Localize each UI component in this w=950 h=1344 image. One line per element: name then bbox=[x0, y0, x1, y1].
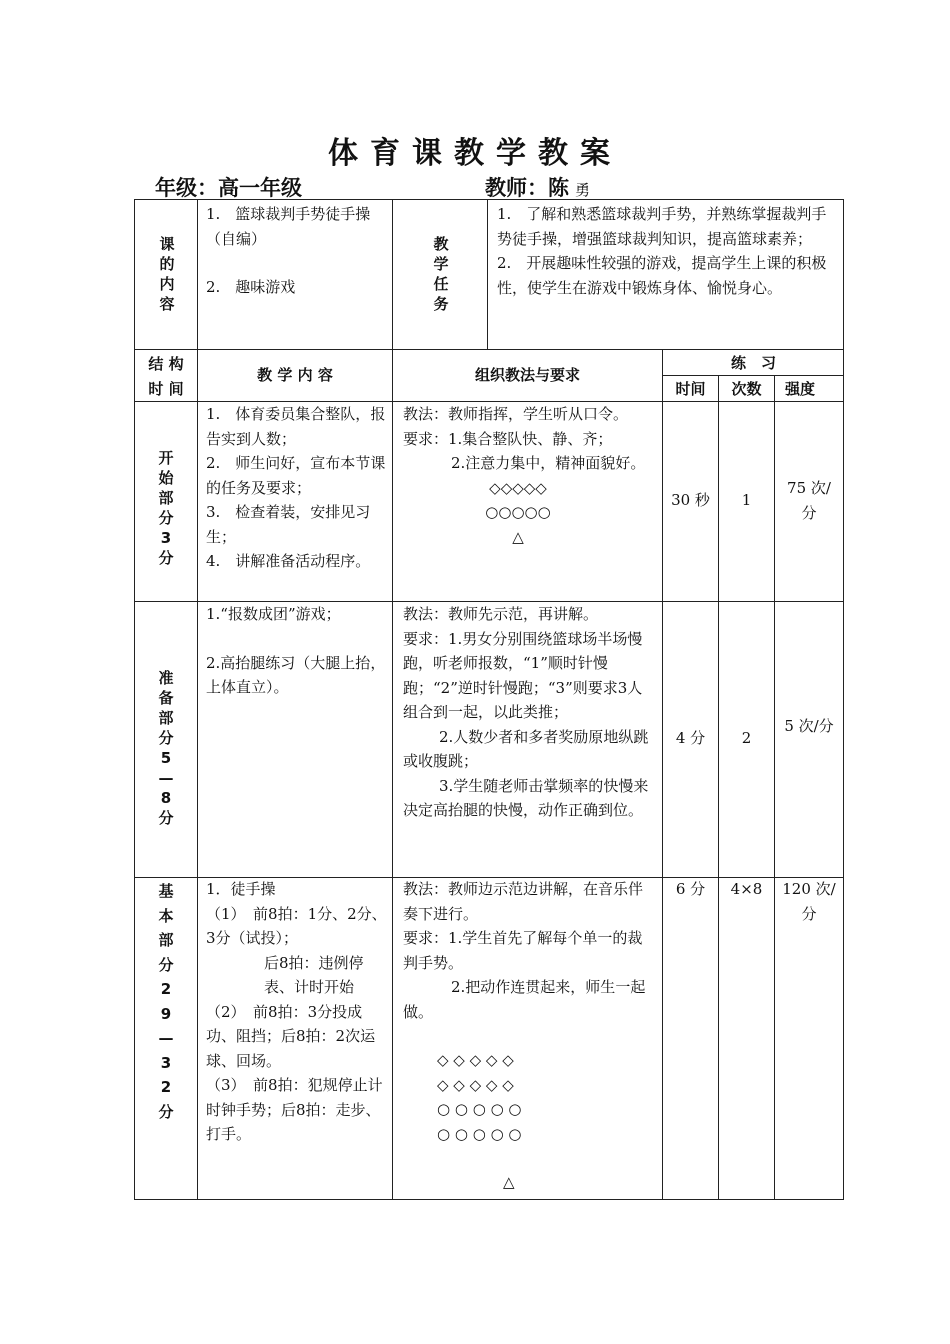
method-line: 要求：1.集合整队快、静、齐； bbox=[403, 429, 613, 448]
content-item: 2. 趣味游戏 bbox=[206, 278, 296, 296]
method-line: 教法：教师先示范，再讲解。 bbox=[403, 605, 599, 623]
section-content bbox=[206, 402, 388, 574]
task-label: 教学任务 bbox=[433, 235, 449, 313]
teacher-label: 教师：陈 勇 bbox=[485, 176, 591, 200]
list-item: 1. 体育委员集合整队，报告实到人数； bbox=[206, 405, 386, 448]
practice-count: 2 bbox=[741, 729, 752, 747]
teacher-marker: △ bbox=[512, 527, 524, 546]
section-label: 开始部分3分 bbox=[158, 449, 174, 567]
list-item: 2. 师生问好，宣布本节课的任务及要求； bbox=[206, 454, 386, 497]
teacher-suffix: 勇 bbox=[575, 181, 591, 199]
header-content: 教 学 内 容 bbox=[257, 366, 333, 384]
practice-intensity: 120 次/分 bbox=[782, 880, 836, 923]
list-item: （1） 前8拍：1分、2分、3分（试投）； bbox=[206, 904, 387, 947]
method-line: 3.学生随老师击掌频率的快慢来决定高抬腿的快慢，动作正确到位。 bbox=[403, 776, 649, 819]
practice-count: 1 bbox=[741, 491, 752, 509]
task-item: 2. 开展趣味性较强的游戏，提高学生上课的积极性，使学生在游戏中锻炼身体、愉悦身心。 bbox=[497, 254, 827, 297]
formation-row: ◇◇◇◇◇ bbox=[489, 478, 547, 497]
teacher-marker: △ bbox=[503, 1173, 515, 1191]
task-item: 1. 了解和熟悉篮球裁判手势，并熟练掌握裁判手势徒手操，增强篮球裁判知识，提高篮球素养； bbox=[497, 205, 827, 248]
list-item: 4. 讲解准备活动程序。 bbox=[206, 552, 371, 570]
practice-time: 6 分 bbox=[675, 880, 706, 898]
list-item: 1.“报数成团”游戏； bbox=[206, 605, 341, 623]
header-practice: 练 习 bbox=[730, 354, 776, 372]
list-item: 后8拍：违例停表、计时开始 bbox=[264, 953, 364, 996]
section-content bbox=[206, 877, 388, 1147]
method-line: 2.注意力集中，精神面貌好。 bbox=[451, 454, 646, 472]
practice-count: 4×8 bbox=[730, 880, 763, 898]
section-method bbox=[403, 877, 657, 1195]
list-item: （2） 前8拍：3分投成功、阻挡；后8拍：2次运球、回场。 bbox=[206, 1002, 376, 1070]
page-title: 体育课教学教案 bbox=[328, 136, 622, 171]
header-intensity: 强度 bbox=[784, 380, 815, 398]
method-line: 要求：1.男女分别围绕篮球场半场慢跑，听老师报数，“1”顺时针慢跑；“2”逆时针慢跑；“3”则要求3人组合到一起，以此类推； bbox=[403, 629, 643, 721]
formation-row: ○ ○ ○ ○ ○ bbox=[437, 1124, 522, 1143]
task-list bbox=[497, 202, 839, 300]
content-item: 1. 篮球裁判手势徒手操（自编） bbox=[206, 205, 371, 248]
method-line: 要求：1.学生首先了解每个单一的裁判手势。 bbox=[403, 929, 643, 972]
formation-row: ○○○○○ bbox=[485, 503, 551, 521]
header-count: 次数 bbox=[731, 380, 762, 398]
method-line: 2.人数少者和多者奖励原地纵跳或收腹跳； bbox=[403, 727, 649, 770]
content-list bbox=[206, 202, 388, 300]
formation-row: ◇ ◇ ◇ ◇ ◇ bbox=[437, 1051, 514, 1069]
section-content bbox=[206, 602, 388, 700]
formation-row: ○ ○ ○ ○ ○ bbox=[437, 1100, 522, 1118]
section-method bbox=[403, 602, 657, 823]
content-label: 课的内容 bbox=[159, 235, 175, 313]
section-label: 基本部分29—32分 bbox=[158, 882, 174, 1121]
practice-time: 4 分 bbox=[675, 729, 706, 747]
formation-row: ◇ ◇ ◇ ◇ ◇ bbox=[437, 1075, 514, 1094]
list-item: 3. 检查着装，安排见习生； bbox=[206, 503, 371, 546]
grade-label: 年级：高一年级 bbox=[155, 176, 302, 200]
practice-time: 30 秒 bbox=[671, 491, 710, 509]
list-item: （3） 前8拍：犯规停止计时钟手势；后8拍：走步、打手。 bbox=[206, 1076, 383, 1143]
header-time: 时间 bbox=[675, 380, 706, 398]
method-line: 2.把动作连贯起来，师生一起做。 bbox=[403, 978, 646, 1021]
header-structure: 结 构 时 间 bbox=[148, 355, 184, 398]
section-label: 准备部分5—8分 bbox=[158, 669, 174, 827]
list-item: 2.高抬腿练习（大腿上抬，上体直立）。 bbox=[206, 653, 386, 696]
section-method bbox=[403, 402, 657, 549]
header-method: 组织教法与要求 bbox=[474, 366, 580, 384]
practice-intensity: 75 次/分 bbox=[787, 479, 831, 522]
method-line: 教法：教师边示范边讲解，在音乐伴奏下进行。 bbox=[403, 880, 644, 923]
method-line: 教法：教师指挥，学生听从口令。 bbox=[403, 405, 629, 423]
list-item: 1．徒手操 bbox=[206, 880, 276, 898]
practice-intensity: 5 次/分 bbox=[784, 717, 834, 735]
